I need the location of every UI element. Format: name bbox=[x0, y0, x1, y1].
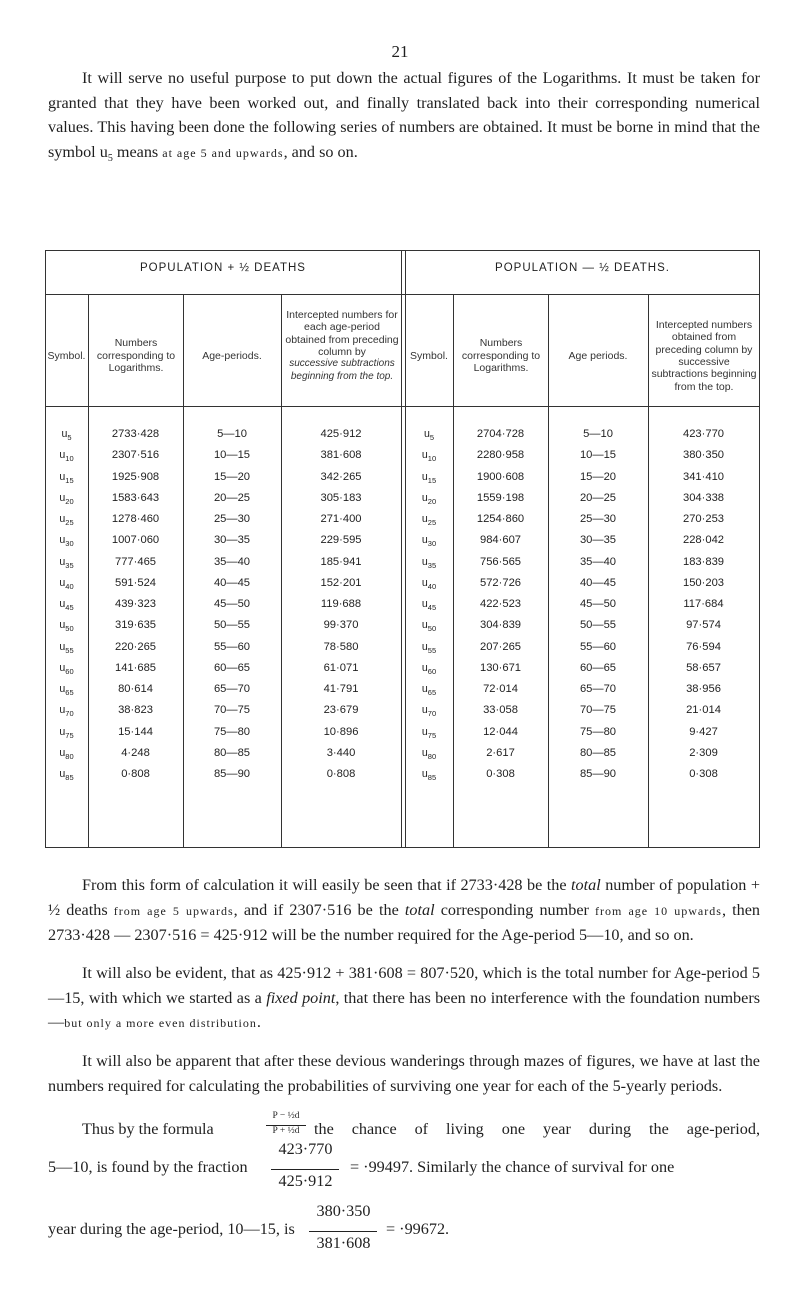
intro-paragraph: It will serve no useful purpose to put down the actual figures of the Logarithms. It must be taken for granted that they have been worked out, and finally translated back into their corresponding numerical values. This having been done the following series of numbers are obtained. It must be borne in mind that the symbol $u_5$ means at age 5 and upwards, and so on. bbox=[48, 69, 760, 164]
table-row bbox=[45, 449, 760, 470]
number-left: 80·614 bbox=[118, 683, 153, 695]
age-period-right: 75—80 bbox=[579, 725, 617, 738]
age-period-left: 35—40 bbox=[213, 555, 251, 568]
table-body bbox=[45, 428, 760, 789]
intercepted-right: 9·427 bbox=[689, 725, 718, 738]
fraction1-result: = ·99497. Similarly the chance of survival for one bbox=[350, 1158, 675, 1176]
table-row bbox=[45, 556, 760, 577]
intercepted-right: 270·253 bbox=[682, 513, 725, 525]
intercepted-right: 76·594 bbox=[686, 640, 721, 653]
fraction2-numerator: 380·350 bbox=[316, 1202, 371, 1220]
age-period-right: 25—30 bbox=[579, 513, 617, 525]
formula-intro: Thus by the formula bbox=[82, 1120, 214, 1138]
table-row bbox=[45, 683, 760, 704]
paragraph-devious: It will also be apparent that after these devious wanderings through mazes of figures, we have at last the numbers required for calculating the probabilities of surviving one year for each of the 5-yearly periods. bbox=[48, 1052, 760, 1095]
table-row bbox=[45, 704, 760, 725]
number-right: 2·617 bbox=[486, 746, 515, 759]
intercepted-left: 342·265 bbox=[320, 470, 362, 483]
intercepted-right: 2·309 bbox=[689, 746, 718, 759]
symbol-left: $u_{80}$ bbox=[59, 746, 74, 761]
table-row bbox=[45, 513, 760, 534]
number-right: 2704·728 bbox=[476, 428, 525, 440]
intercepted-right: 380·350 bbox=[682, 449, 725, 462]
table-row bbox=[45, 471, 760, 492]
number-right: 1900·608 bbox=[476, 470, 525, 483]
header-age-right: Age periods. bbox=[568, 349, 628, 362]
age-period-left: 45—50 bbox=[213, 598, 251, 610]
age-period-right: 55—60 bbox=[579, 640, 617, 653]
number-left: 777·465 bbox=[114, 555, 157, 568]
intercepted-left: 381·608 bbox=[320, 449, 362, 462]
symbol-right: $u_{10}$ bbox=[421, 449, 437, 464]
paragraph-evident: It will also be evident, that as 425·912 + 381·608 = 807·520, which is the total number for Age-period 5—15, with which we started as a fixed point, that there has been no interference with the foundation numbers—but only a more even distribution. bbox=[48, 964, 761, 1031]
age-period-left: 65—70 bbox=[213, 683, 251, 695]
intercepted-left: 229·595 bbox=[320, 534, 362, 547]
number-left: 591·524 bbox=[114, 576, 157, 589]
number-right: 756·565 bbox=[479, 555, 522, 568]
fraction1-denominator: 425·912 bbox=[278, 1172, 333, 1190]
symbol-right: $u_{45}$ bbox=[421, 598, 437, 613]
age-period-right: 35—40 bbox=[579, 555, 617, 568]
intercepted-left: 305·183 bbox=[320, 491, 362, 504]
symbol-left: $u_5$ bbox=[61, 428, 72, 443]
symbol-right: $u_{50}$ bbox=[421, 619, 437, 634]
symbol-left: $u_{25}$ bbox=[59, 513, 74, 528]
number-right: 1559·198 bbox=[476, 491, 525, 504]
symbol-left: $u_{65}$ bbox=[59, 683, 74, 698]
table-row bbox=[45, 747, 760, 768]
symbol-left: $u_{30}$ bbox=[59, 534, 74, 549]
number-right: 72·014 bbox=[483, 683, 518, 695]
table-row bbox=[45, 768, 760, 789]
age-period-left: 25—30 bbox=[213, 513, 251, 525]
intercepted-right: 21·014 bbox=[686, 704, 721, 717]
symbol-right: $u_{25}$ bbox=[421, 513, 437, 528]
intercepted-right: 117·684 bbox=[683, 598, 724, 610]
intercepted-left: 425·912 bbox=[320, 428, 362, 440]
number-right: 2280·958 bbox=[476, 449, 525, 462]
symbol-right: $u_{80}$ bbox=[421, 746, 437, 761]
table-row bbox=[45, 598, 760, 619]
number-right: 422·523 bbox=[479, 598, 522, 610]
number-left: 38·823 bbox=[118, 704, 153, 717]
fraction1-intro: 5—10, is found by the fraction bbox=[48, 1158, 248, 1176]
age-period-right: 15—20 bbox=[579, 470, 617, 483]
survival-table bbox=[45, 250, 760, 848]
age-period-left: 15—20 bbox=[213, 470, 251, 483]
age-period-left: 30—35 bbox=[213, 534, 251, 547]
table-row bbox=[45, 577, 760, 598]
table-row bbox=[45, 619, 760, 640]
intercepted-left: 23·679 bbox=[323, 704, 359, 717]
symbol-left: $u_{45}$ bbox=[59, 598, 74, 613]
intercepted-right: 423·770 bbox=[682, 428, 725, 440]
intercepted-right: 38·956 bbox=[686, 683, 721, 695]
symbol-right: $u_{70}$ bbox=[421, 704, 437, 719]
page-number: 21 bbox=[391, 42, 409, 61]
header-age-left: Age-periods. bbox=[202, 349, 262, 362]
header-numbers-left: Numbers corresponding to Logarithms. bbox=[96, 337, 176, 375]
symbol-right: $u_{35}$ bbox=[421, 555, 437, 570]
intercepted-right: 304·338 bbox=[682, 491, 725, 504]
age-period-left: 85—90 bbox=[213, 768, 251, 780]
age-period-left: 40—45 bbox=[213, 576, 251, 589]
number-left: 0·808 bbox=[121, 768, 150, 780]
header-numbers-right: Numbers corresponding to Logarithms. bbox=[461, 337, 541, 375]
symbol-left: $u_{85}$ bbox=[59, 768, 74, 783]
symbol-right: $u_{15}$ bbox=[421, 470, 437, 485]
number-left: 1925·908 bbox=[111, 470, 160, 483]
age-period-right: 80—85 bbox=[579, 746, 617, 759]
table-row bbox=[45, 641, 760, 662]
age-period-right: 65—70 bbox=[579, 683, 617, 695]
intercepted-right: 228·042 bbox=[682, 534, 725, 547]
symbol-right: $u_{55}$ bbox=[421, 640, 437, 655]
symbol-right: $u_{40}$ bbox=[421, 576, 437, 591]
fraction1-numerator: 423·770 bbox=[278, 1140, 333, 1158]
table-row bbox=[45, 492, 760, 513]
age-period-right: 60—65 bbox=[579, 661, 617, 674]
intercepted-right: 150·203 bbox=[682, 576, 725, 589]
age-period-right: 30—35 bbox=[579, 534, 617, 547]
intercepted-left: 10·896 bbox=[323, 725, 359, 738]
age-period-left: 70—75 bbox=[213, 704, 251, 717]
age-period-right: 20—25 bbox=[579, 491, 617, 504]
intercepted-left: 41·791 bbox=[323, 683, 359, 695]
table-row bbox=[45, 428, 760, 449]
symbol-left: $u_{35}$ bbox=[59, 555, 74, 570]
intercepted-right: 341·410 bbox=[682, 470, 725, 483]
symbol-left: $u_{60}$ bbox=[59, 661, 74, 676]
number-right: 984·607 bbox=[479, 534, 522, 547]
age-period-right: 40—45 bbox=[579, 576, 617, 589]
intercepted-left: 271·400 bbox=[320, 513, 362, 525]
header-symbol-left: Symbol. bbox=[47, 349, 86, 362]
formula-numerator: P − ½d bbox=[272, 1111, 300, 1121]
number-left: 439·323 bbox=[114, 598, 157, 610]
age-period-left: 55—60 bbox=[213, 640, 251, 653]
intercepted-left: 99·370 bbox=[323, 619, 359, 632]
age-period-left: 50—55 bbox=[213, 619, 251, 632]
age-period-left: 80—85 bbox=[213, 746, 251, 759]
age-period-right: 50—55 bbox=[579, 619, 617, 632]
age-period-left: 75—80 bbox=[213, 725, 251, 738]
number-right: 1254·860 bbox=[476, 513, 525, 525]
symbol-left: $u_{55}$ bbox=[59, 640, 74, 655]
intercepted-left: 152·201 bbox=[320, 576, 362, 589]
number-right: 130·671 bbox=[479, 661, 522, 674]
age-period-right: 70—75 bbox=[579, 704, 617, 717]
number-left: 220·265 bbox=[114, 640, 157, 653]
symbol-right: $u_{75}$ bbox=[421, 725, 437, 740]
age-period-left: 60—65 bbox=[213, 661, 251, 674]
number-left: 15·144 bbox=[118, 725, 153, 738]
symbol-right: $u_{60}$ bbox=[421, 661, 437, 676]
number-left: 2307·516 bbox=[111, 449, 160, 462]
symbol-left: $u_{15}$ bbox=[59, 470, 74, 485]
intercepted-right: 58·657 bbox=[686, 661, 721, 674]
intercepted-right: 0·308 bbox=[689, 768, 718, 780]
formula-text: the chance of living one year during the age-period, bbox=[314, 1120, 760, 1138]
age-period-right: 5—10 bbox=[583, 428, 613, 440]
symbol-left: $u_{20}$ bbox=[59, 491, 74, 506]
number-right: 12·044 bbox=[483, 725, 518, 738]
symbol-right: $u_{65}$ bbox=[421, 683, 437, 698]
number-left: 319·635 bbox=[114, 619, 157, 632]
number-right: 207·265 bbox=[479, 640, 522, 653]
intercepted-left: 119·688 bbox=[320, 598, 362, 610]
number-left: 1278·460 bbox=[111, 513, 160, 525]
symbol-left: $u_{75}$ bbox=[59, 725, 74, 740]
age-period-right: 45—50 bbox=[579, 598, 617, 610]
intercepted-left: 61·071 bbox=[323, 661, 359, 674]
intercepted-left: 78·580 bbox=[323, 640, 359, 653]
fraction2-intro: year during the age-period, 10—15, is bbox=[48, 1220, 295, 1238]
number-left: 2733·428 bbox=[111, 428, 160, 440]
fraction2-denominator: 381·608 bbox=[316, 1234, 371, 1252]
intercepted-left: 0·808 bbox=[326, 768, 356, 780]
intercepted-left: 185·941 bbox=[320, 555, 362, 568]
age-period-left: 20—25 bbox=[213, 491, 251, 504]
header-symbol-right: Symbol. bbox=[410, 349, 448, 362]
intercepted-right: 183·839 bbox=[682, 555, 725, 568]
symbol-left: $u_{50}$ bbox=[59, 619, 74, 634]
intercepted-left: 3·440 bbox=[326, 746, 356, 759]
header-intercepted-right: Intercepted numbers obtained from preceding column by successive subtractions beginning from the top. bbox=[651, 318, 757, 393]
number-left: 4·248 bbox=[121, 746, 150, 759]
left-group-title: POPULATION + ½ DEATHS bbox=[140, 262, 306, 274]
formula-denominator: P + ½d bbox=[272, 1126, 300, 1136]
age-period-right: 10—15 bbox=[579, 449, 617, 462]
symbol-right: $u_{85}$ bbox=[421, 768, 437, 783]
symbol-left: $u_{10}$ bbox=[59, 449, 74, 464]
number-right: 0·308 bbox=[486, 768, 515, 780]
table-row bbox=[45, 534, 760, 555]
age-period-left: 5—10 bbox=[217, 428, 247, 440]
header-intercepted-left: Intercepted numbers for each age-period obtained from preceding column by successive subtractions beginning from the top. bbox=[285, 308, 399, 382]
symbol-right: $u_{20}$ bbox=[421, 491, 437, 506]
symbol-left: $u_{70}$ bbox=[59, 704, 74, 719]
paragraph-total-number: From this form of calculation it will easily be seen that if 2733·428 be the total number of population + ½ deaths from age 5 upwards, and if 2307·516 be the total corresponding number from age 10 upwards, then 2733·428 — 2307·516 = 425·912 will be the number required for the Age-period 5—10, and so on. bbox=[48, 876, 760, 944]
number-left: 1583·643 bbox=[111, 491, 160, 504]
symbol-right: $u_5$ bbox=[423, 428, 435, 443]
symbol-left: $u_{40}$ bbox=[59, 576, 74, 591]
age-period-right: 85—90 bbox=[579, 768, 617, 780]
number-left: 141·685 bbox=[114, 661, 157, 674]
table-row bbox=[45, 662, 760, 683]
number-right: 304·839 bbox=[479, 619, 522, 632]
right-group-title: POPULATION — ½ DEATHS. bbox=[495, 262, 670, 274]
number-right: 33·058 bbox=[483, 704, 518, 717]
table-row bbox=[45, 726, 760, 747]
symbol-right: $u_{30}$ bbox=[421, 534, 437, 549]
number-right: 572·726 bbox=[479, 576, 522, 589]
age-period-left: 10—15 bbox=[213, 449, 251, 462]
fraction2-result: = ·99672. bbox=[386, 1220, 450, 1238]
intercepted-right: 97·574 bbox=[686, 619, 721, 632]
number-left: 1007·060 bbox=[111, 534, 160, 547]
